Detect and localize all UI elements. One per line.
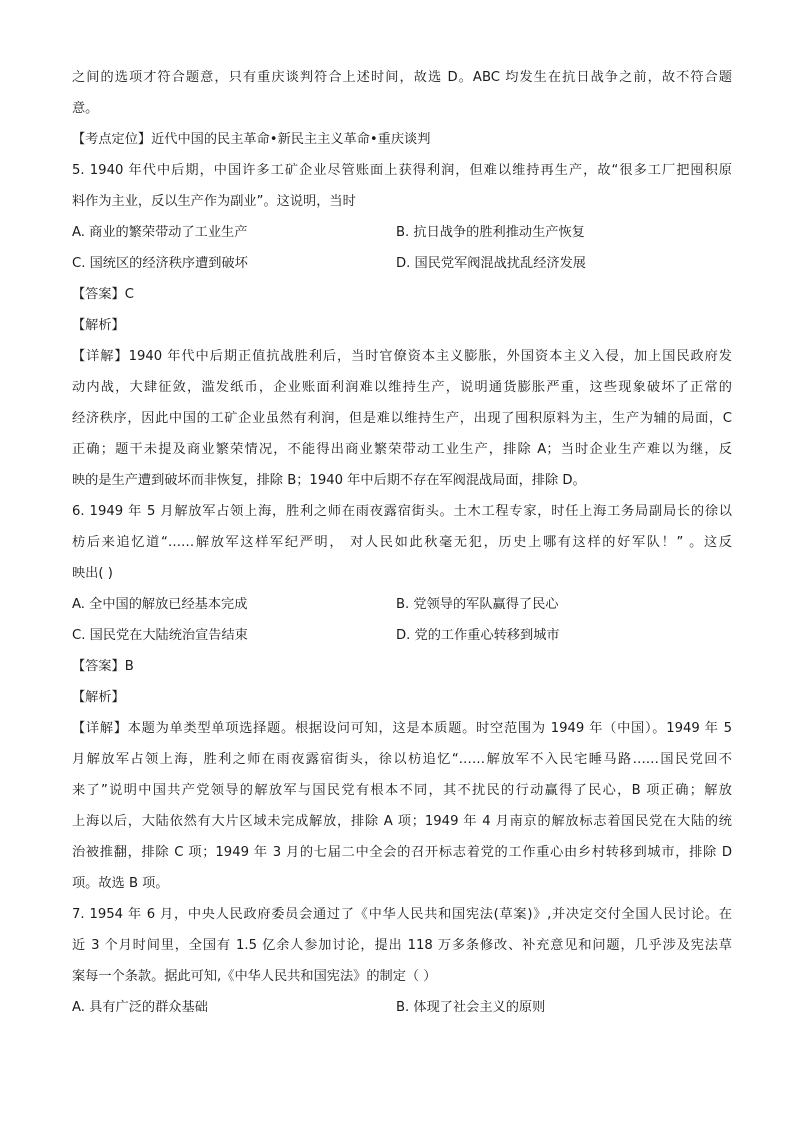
explanation-line: 动内战，大肆征敛，滥发纸币，企业账面利润难以维持生产，说明通货膨胀严重，这些现象破坏了正常的	[72, 380, 732, 395]
answer-label: 【答案】C	[72, 287, 134, 302]
question-5-stem: 料作为主业，反以生产作为副业”。这说明，当时	[72, 194, 356, 209]
text-line: 之间的选项才符合题意，只有重庆谈判符合上述时间，故选 D。ABC 均发生在抗日战争之前，故不符合题	[72, 70, 732, 85]
question-5-stem: 5. 1940 年代中后期，中国许多工矿企业尽管账面上获得利润，但难以维持再生产，故“很多工厂把囤积原	[72, 163, 732, 178]
question-7-stem: 案每一个条款。据此可知,《中华人民共和国宪法》的制定（ ）	[72, 969, 437, 984]
text-line: 意。	[72, 101, 99, 116]
explanation-line: 映的是生产遭到破坏而非恢复，排除 B；1940 年中后期不存在军阀混战局面，排除 D。	[72, 473, 586, 488]
explanation-line: 上海以后，大陆依然有大片区域未完成解放，排除 A 项；1949 年 4 月南京的解放标志着国民党在大陆的统	[72, 814, 732, 829]
question-7-stem: 7. 1954 年 6 月，中央人民政府委员会通过了《中华人民共和国宪法(草案)》,并决定交付全国人民讨论。在	[72, 907, 732, 922]
question-7-stem: 近 3 个月时间里，全国有 1.5 亿余人参加讨论，提出 118 万多条修改、补充意见和问题，几乎涉及宪法草	[72, 938, 732, 953]
option-c: C. 国民党在大陆统治宣告结束	[72, 628, 248, 643]
option-a: A. 全中国的解放已经基本完成	[72, 597, 248, 612]
question-6-stem: 枋后来追忆道“……解放军这样军纪严明， 对人民如此秋毫无犯，历史上哪有这样的好军队！” 。这反	[72, 535, 732, 550]
explanation-line: 项。故选 B 项。	[72, 876, 169, 891]
question-6-stem: 6. 1949 年 5 月解放军占领上海，胜利之师在雨夜露宿街头。土木工程专家，时任上海工务局副局长的徐以	[72, 504, 732, 519]
answer-label: 【答案】B	[72, 659, 134, 674]
question-5-options	[72, 217, 732, 248]
analysis-label: 【解析】	[72, 690, 125, 705]
analysis-label: 【解析】	[72, 318, 125, 333]
exam-point-label: 【考点定位】近代中国的民主革命•新民主主义革命•重庆谈判	[72, 132, 431, 147]
explanation-line: 正确；题干未提及商业繁荣情况，不能得出商业繁荣带动工业生产，排除 A；当时企业生产难以为继，反	[72, 442, 732, 457]
option-a: A. 商业的繁荣带动了工业生产	[72, 225, 248, 240]
explanation-line: 来了”说明中国共产党领导的解放军与国民党有根本不同，其不扰民的行动赢得了民心，B 项正确；解放	[72, 783, 732, 798]
question-7-options	[72, 992, 732, 1023]
question-6-options	[72, 589, 732, 620]
page-content	[72, 62, 732, 1023]
option-b: B. 抗日战争的胜利推动生产恢复	[396, 225, 585, 240]
option-b: B. 党领导的军队赢得了民心	[396, 597, 559, 612]
explanation-line: 治被推翻，排除 C 项；1949 年 3 月的七届二中全会的召开标志着党的工作重心由乡村转移到城市，排除 D	[72, 845, 732, 860]
option-d: D. 国民党军阀混战扰乱经济发展	[396, 256, 586, 271]
question-6-stem: 映出( )	[72, 566, 113, 581]
explanation-line: 经济秩序，因此中国的工矿企业虽然有利润，但是难以维持生产，出现了囤积原料为主，生产为辅的局面，C	[72, 411, 732, 426]
option-b: B. 体现了社会主义的原则	[396, 1000, 546, 1015]
explanation-line: 【详解】1940 年代中后期正值抗战胜利后，当时官僚资本主义膨胀，外国资本主义入侵，加上国民政府发	[72, 349, 732, 364]
question-5-options	[72, 248, 732, 279]
option-a: A. 具有广泛的群众基础	[72, 1000, 208, 1015]
option-c: C. 国统区的经济秩序遭到破坏	[72, 256, 248, 271]
question-6-options	[72, 620, 732, 651]
option-d: D. 党的工作重心转移到城市	[396, 628, 560, 643]
explanation-line: 【详解】本题为单类型单项选择题。根据设问可知，这是本质题。时空范围为 1949 年（中国）。1949 年 5	[72, 721, 732, 736]
explanation-line: 月解放军占领上海，胜利之师在雨夜露宿街头，徐以枋追忆“……解放军不入民宅睡马路……国民党回不	[72, 752, 732, 767]
